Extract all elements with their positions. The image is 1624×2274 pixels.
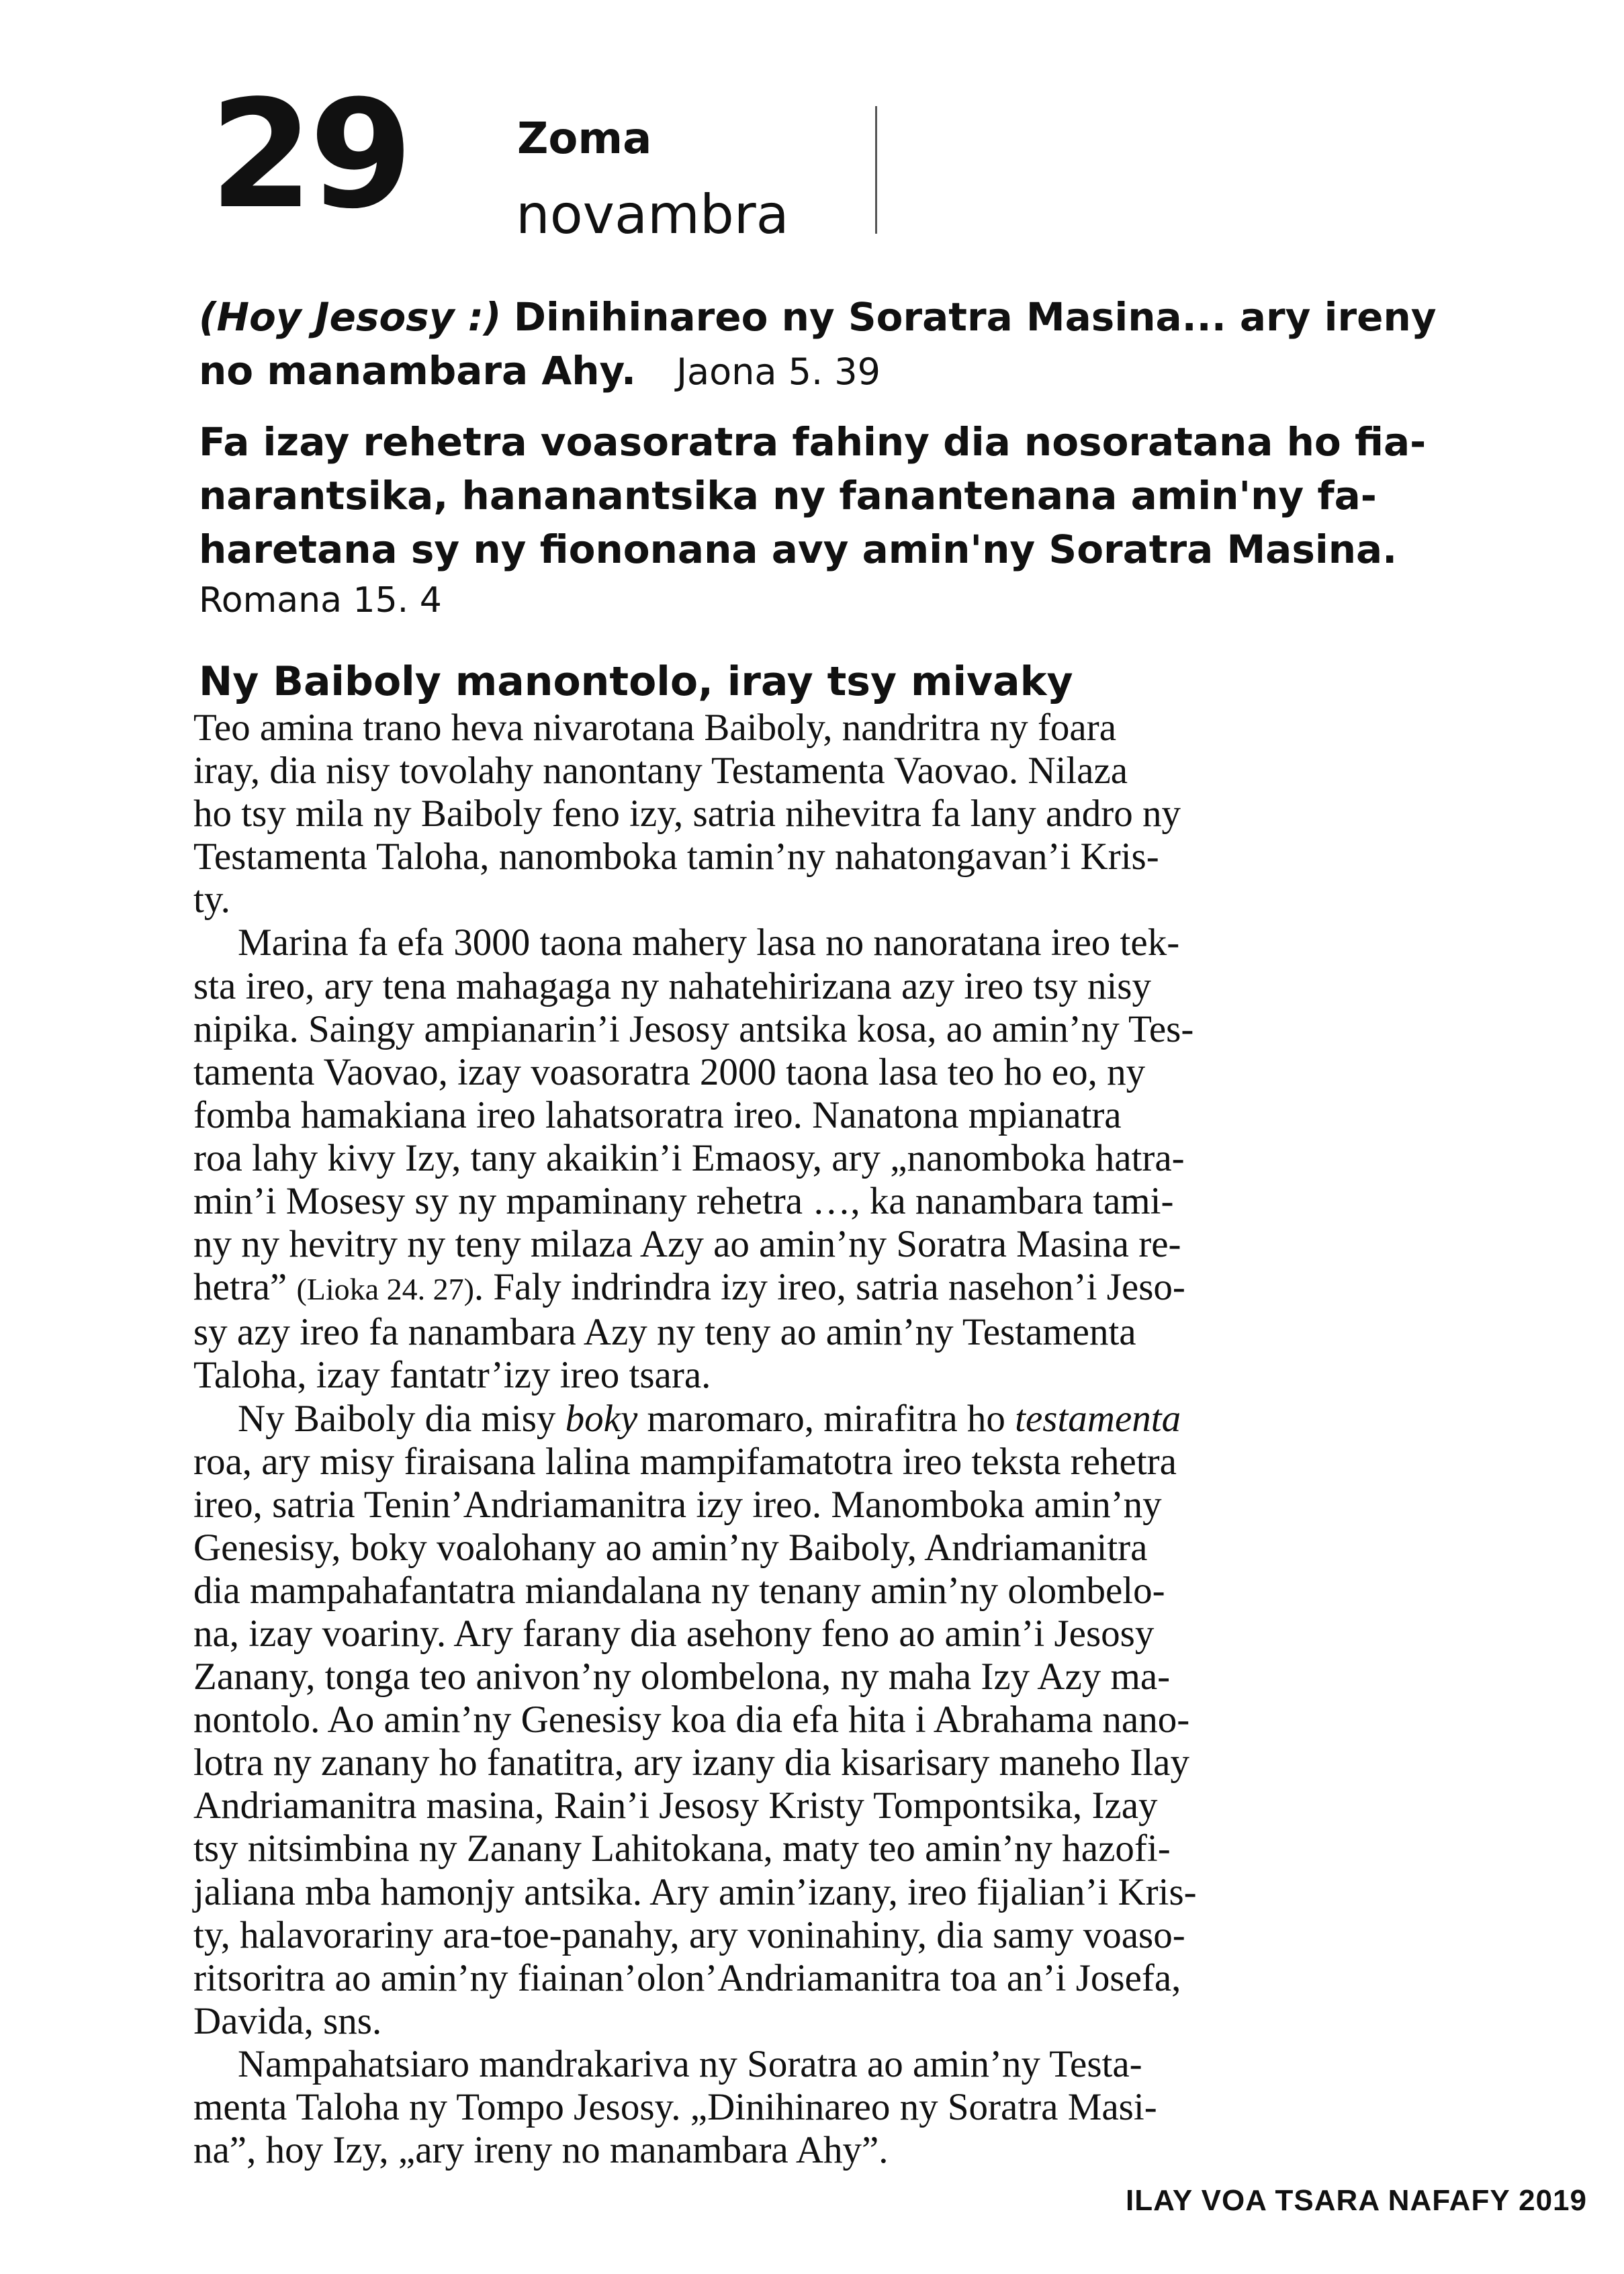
body-line: Testamenta Taloha, nanomboka tamin’ny nahatongavan’i Kris- bbox=[193, 835, 1159, 878]
verse-romana bbox=[199, 415, 1461, 625]
body-line: Teo amina trano heva nivarotana Baiboly, nandritra ny foara bbox=[193, 707, 1117, 749]
body-line: lotra ny zanany ho fanatitra, ary izany dia kisarisary maneho Ilay bbox=[193, 1741, 1189, 1784]
paragraph-2 bbox=[193, 921, 1456, 1397]
weekday: Zoma bbox=[517, 114, 652, 164]
verse-jaona bbox=[199, 290, 1475, 399]
body-text-segment: hetra” bbox=[193, 1266, 287, 1309]
body-line: tamenta Vaovao, izay voasoratra 2000 taona lasa teo ho eo, ny bbox=[193, 1050, 1146, 1093]
body-line: iray, dia nisy tovolahy nanontany Testamenta Vaovao. Nilaza bbox=[193, 749, 1128, 792]
body-line: min’i Mosesy sy ny mpaminany rehetra …, ka nanambara tami- bbox=[193, 1180, 1174, 1223]
verse-text-line: Dinihinareo ny Soratra Masina... ary ireny bbox=[513, 294, 1437, 340]
body-line: dia mampahafantatra miandalana ny tenany amin’ny olombelo- bbox=[193, 1569, 1165, 1612]
verse-text-line: no manambara Ahy. bbox=[199, 348, 637, 394]
body-line: nontolo. Ao amin’ny Genesisy koa dia efa hita i Abrahama nano- bbox=[193, 1698, 1190, 1741]
body-line: Davida, sns. bbox=[193, 1999, 382, 2042]
emphasis-text: boky bbox=[565, 1397, 638, 1440]
body-text-segment: . Faly indrindra izy ireo, satria nasehon’i Jeso- bbox=[473, 1266, 1185, 1309]
verse-line: Fa izay rehetra voasoratra fahiny dia nosoratana ho fia- bbox=[199, 419, 1427, 465]
body-line: sy azy ireo fa nanambara Azy ny teny ao amin’ny Testamenta bbox=[193, 1311, 1136, 1354]
body-line: fomba hamakiana ireo lahatsoratra ireo. Nanatona mpianatra bbox=[193, 1093, 1122, 1136]
body-line: menta Taloha ny Tompo Jesosy. „Dinihinareo ny Soratra Masi- bbox=[193, 2086, 1157, 2128]
body-line bbox=[193, 1398, 1456, 1441]
footer-publication: ILAY VOA TSARA NAFAFY 2019 bbox=[1125, 2184, 1587, 2217]
verse-reference: Jaona 5. 39 bbox=[676, 351, 881, 393]
body-line: ireo, satria Tenin’Andriamanitra izy ireo. Manomboka amin’ny bbox=[193, 1483, 1162, 1526]
body-text-segment: maromaro, mirafitra ho bbox=[637, 1397, 1016, 1440]
paragraph-4 bbox=[193, 2043, 1456, 2172]
body-line: nipika. Saingy ampianarin’i Jesosy antsika kosa, ao amin’ny Tes- bbox=[193, 1007, 1194, 1050]
verse-intro: (Hoy Jesosy :) bbox=[199, 294, 502, 340]
scripture-reference: (Lioka 24. 27) bbox=[296, 1272, 474, 1307]
body-line: Zanany, tonga teo anivon’ny olombelona, ny maha Izy Azy ma- bbox=[193, 1655, 1171, 1698]
body-line: ty. bbox=[193, 878, 230, 921]
body-line: ho tsy mila ny Baiboly feno izy, satria nihevitra fa lany andro ny bbox=[193, 792, 1181, 835]
emphasis-text: testamenta bbox=[1015, 1397, 1181, 1440]
body-line: na, izay voariny. Ary farany dia asehony feno ao amin’i Jesosy bbox=[193, 1612, 1155, 1655]
day-number: 29 bbox=[210, 69, 409, 242]
body-line: Genesisy, boky voalohany ao amin’ny Baiboly, Andriamanitra bbox=[193, 1526, 1148, 1569]
body-line: Andriamanitra masina, Rain’i Jesosy Kristy Tompontsika, Izay bbox=[193, 1784, 1158, 1827]
verse-line: narantsika, hananantsika ny fanantenana amin'ny fa- bbox=[199, 473, 1377, 518]
body-line: sta ireo, ary tena mahagaga ny nahatehirizana azy ireo tsy nisy bbox=[193, 964, 1151, 1007]
month: novambra bbox=[516, 183, 789, 246]
verse-reference: Romana 15. 4 bbox=[199, 580, 442, 621]
paragraph-1 bbox=[193, 707, 1456, 921]
body-line: roa lahy kivy Izy, tany akaikin’i Emaosy, ary „nanomboka hatra- bbox=[193, 1136, 1185, 1179]
article-title: Ny Baiboly manontolo, iray tsy mivaky bbox=[199, 658, 1073, 705]
paragraph-3 bbox=[193, 1398, 1456, 2043]
body-line: ritsoritra ao amin’ny fiainan’olon’Andriamanitra toa an’i Josefa, bbox=[193, 1956, 1181, 1999]
body-line: ty, halavorariny ara-toe-panahy, ary voninahiny, dia samy voaso- bbox=[193, 1913, 1185, 1956]
body-line: na”, hoy Izy, „ary ireny no manambara Ahy”. bbox=[193, 2129, 889, 2172]
header-divider bbox=[875, 106, 877, 234]
body-line: Marina fa efa 3000 taona mahery lasa no nanoratana ireo tek- bbox=[238, 921, 1180, 964]
article-body bbox=[193, 707, 1456, 2172]
body-line bbox=[193, 1266, 1456, 1311]
body-line: ny ny hevitry ny teny milaza Azy ao amin’ny Soratra Masina re- bbox=[193, 1223, 1181, 1266]
body-line: roa, ary misy firaisana lalina mampifamatotra ireo teksta rehetra bbox=[193, 1440, 1177, 1483]
body-line: Nampahatsiaro mandrakariva ny Soratra ao amin’ny Testa- bbox=[238, 2042, 1142, 2085]
body-line: Taloha, izay fantatr’izy ireo tsara. bbox=[193, 1354, 711, 1397]
body-line: jaliana mba hamonjy antsika. Ary amin’izany, ireo fijalian’i Kris- bbox=[193, 1870, 1197, 1913]
verse-line: haretana sy ny fiononana avy amin'ny Soratra Masina. bbox=[199, 527, 1398, 572]
body-line: tsy nitsimbina ny Zanany Lahitokana, maty teo amin’ny hazofi- bbox=[193, 1827, 1171, 1870]
body-text-segment: Ny Baiboly dia misy bbox=[238, 1397, 566, 1440]
